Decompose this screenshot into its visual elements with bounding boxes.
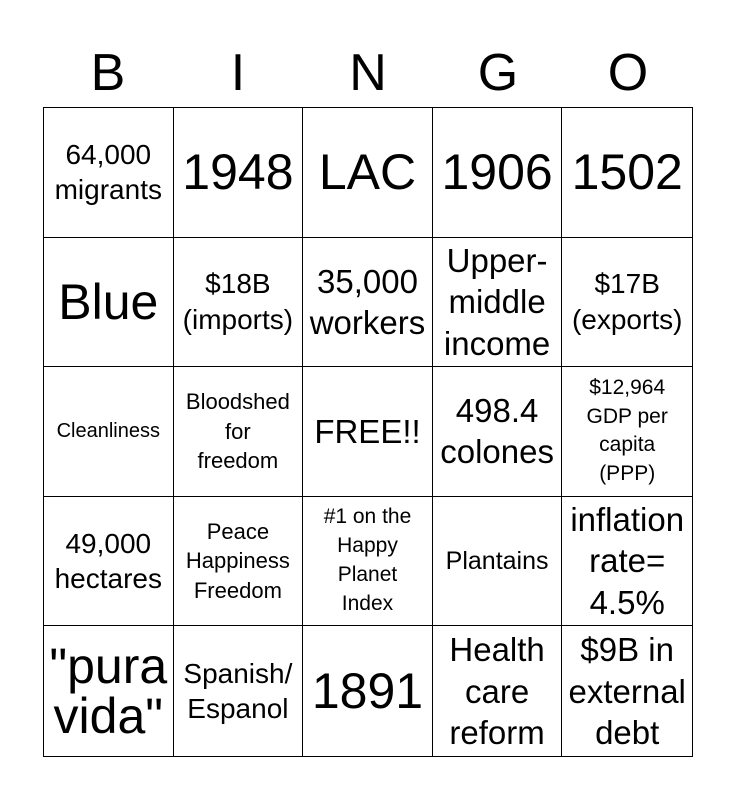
bingo-cell[interactable] [44, 367, 174, 497]
cell-text: 498.4 colones [440, 392, 554, 471]
bingo-cell[interactable] [174, 108, 304, 238]
bingo-cell[interactable] [303, 108, 433, 238]
bingo-cell[interactable] [433, 367, 563, 497]
bingo-cell[interactable] [562, 238, 692, 368]
bingo-cell[interactable] [303, 367, 433, 497]
bingo-cell[interactable] [562, 108, 692, 238]
bingo-cell[interactable] [44, 497, 174, 627]
cell-text: 1891 [311, 663, 424, 720]
bingo-cell[interactable] [433, 497, 563, 627]
bingo-cell[interactable] [174, 626, 304, 756]
bingo-cell[interactable] [44, 238, 174, 368]
bingo-cell[interactable] [562, 367, 692, 497]
header-letter-o: O [607, 44, 649, 102]
cell-text: Health care reform [449, 631, 545, 751]
cell-text: 1502 [571, 144, 683, 201]
bingo-cell[interactable] [562, 497, 692, 627]
bingo-cell[interactable] [174, 238, 304, 368]
cell-text: $9B in external debt [568, 631, 686, 751]
bingo-cell[interactable] [44, 108, 174, 238]
header-letter-n: N [349, 44, 387, 102]
cell-text: Bloodshed for freedom [185, 389, 290, 474]
cell-text: 1906 [441, 144, 553, 201]
cell-text: Plantains [445, 547, 549, 576]
cell-text: Peace Happiness Freedom [185, 518, 290, 603]
cell-text: 35,000 workers [309, 262, 426, 341]
cell-text: FREE!! [314, 412, 421, 450]
bingo-cell[interactable] [433, 626, 563, 756]
bingo-cell[interactable] [174, 367, 304, 497]
bingo-cell[interactable] [303, 626, 433, 756]
cell-text: Cleanliness [56, 420, 160, 443]
cell-text: LAC [318, 144, 417, 201]
cell-text: Upper- middle income [443, 242, 551, 362]
cell-text: 64,000 migrants [54, 138, 162, 206]
bingo-cell[interactable] [44, 626, 174, 756]
cell-text: Blue [58, 273, 159, 330]
bingo-cell[interactable] [562, 626, 692, 756]
header-letter-i: I [230, 44, 246, 102]
cell-text: $18B (imports) [182, 268, 294, 335]
bingo-cell[interactable] [433, 108, 563, 238]
cell-text: "pura vida" [49, 638, 168, 745]
bingo-cell[interactable] [433, 238, 563, 368]
cell-text: $12,964 GDP per capita (PPP) [586, 375, 668, 486]
bingo-header [43, 42, 693, 104]
cell-text: $17B (exports) [571, 268, 683, 335]
bingo-cell[interactable] [303, 238, 433, 368]
bingo-cell[interactable] [303, 497, 433, 627]
cell-text: inflation rate= 4.5% [570, 501, 685, 621]
cell-text: Spanish/ Espanol [183, 657, 293, 725]
cell-text: 1948 [182, 144, 294, 201]
bingo-grid [43, 107, 693, 757]
header-letter-g: G [477, 44, 519, 102]
header-letter-b: B [90, 44, 126, 102]
cell-text: #1 on the Happy Planet Index [323, 505, 412, 616]
bingo-cell[interactable] [174, 497, 304, 627]
cell-text: 49,000 hectares [54, 527, 162, 595]
